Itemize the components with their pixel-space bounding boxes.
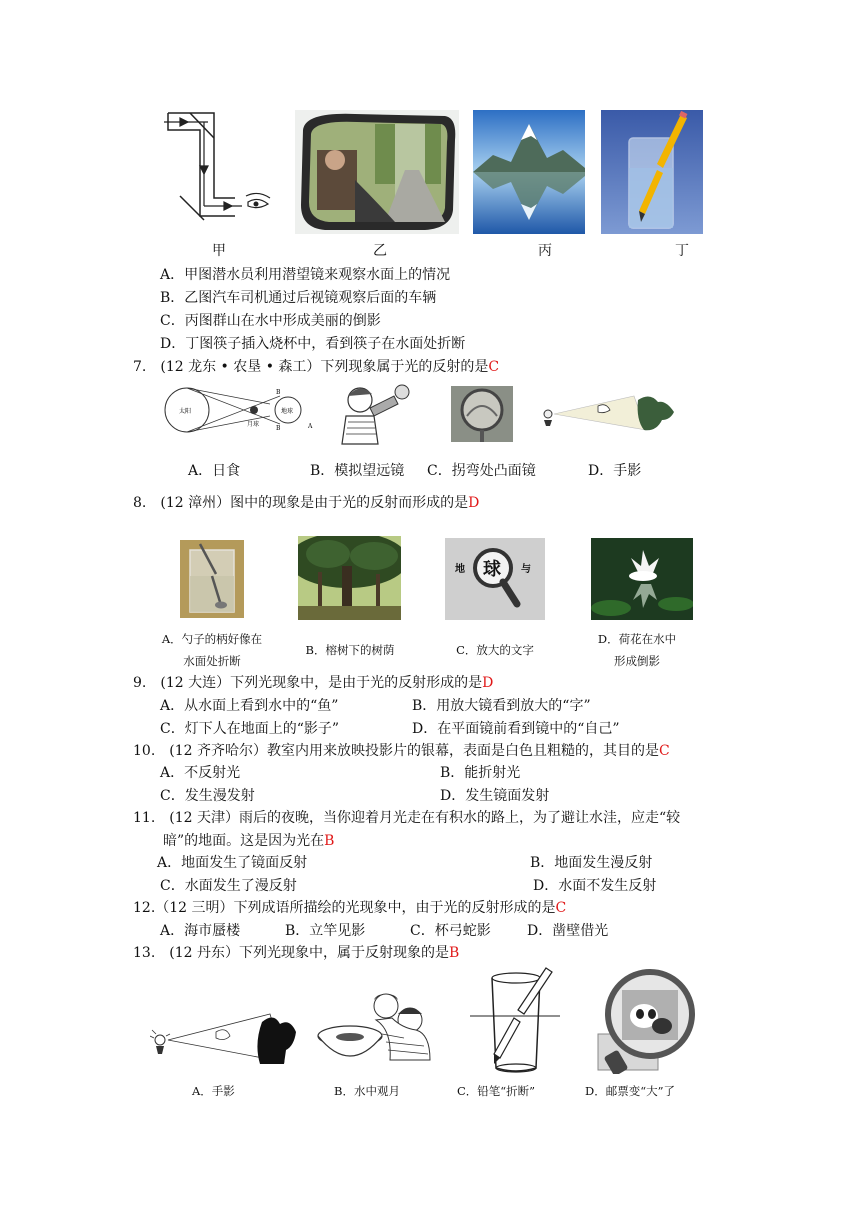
- q12-option-c: C．杯弓蛇影: [410, 923, 491, 939]
- q7-stem: [133, 358, 499, 376]
- q8-option-a-line2: 水面处折断: [183, 654, 241, 668]
- periscope-diagram: [160, 108, 275, 230]
- q11-stem-line2-text: 暗”的地面。这是因为光在: [163, 833, 325, 849]
- q11-stem-line2: [163, 832, 334, 850]
- q9-option-b: B．用放大镜看到放大的“字”: [412, 698, 591, 714]
- q9-stem: [133, 674, 493, 692]
- q8-option-d-line2: 形成倒影: [614, 654, 660, 668]
- q10-option-a: A．不反射光: [160, 765, 241, 781]
- q7-option-a: A．日食: [188, 463, 241, 479]
- q10-stem: [133, 742, 670, 760]
- q13-stem-text: 13. (12 丹东）下列光现象中，属于反射现象的是: [133, 945, 449, 961]
- q6-option-d: D．丁图筷子插入烧杯中，看到筷子在水面处折断: [160, 336, 466, 352]
- q13-answer: B: [449, 945, 460, 961]
- q8-option-b: [290, 639, 410, 661]
- q13-option-c: C．铅笔“折断”: [457, 1084, 536, 1098]
- b-label-top: B: [276, 389, 281, 396]
- q10-option-b: B．能折射光: [440, 765, 521, 781]
- magnified-stamp-photo: [578, 968, 712, 1074]
- q6-caption-bing: 丙: [538, 243, 552, 259]
- hand-shadow-drawing-2: [150, 1010, 306, 1066]
- q8-option-a-line1: A．勺子的柄好像在: [161, 632, 263, 646]
- q13-stem: [133, 944, 459, 962]
- q6-caption-jia: 甲: [212, 243, 226, 259]
- q8-option-d-line1: D．荷花在水中: [597, 632, 677, 646]
- q13-option-b: B．水中观月: [334, 1084, 400, 1098]
- q8-stem-text: 8. (12 漳州）图中的现象是由于光的反射而形成的是: [133, 495, 469, 511]
- q11-option-c: C．水面发生了漫反射: [160, 878, 297, 894]
- magnifier-word-right: 与: [521, 564, 531, 575]
- q9-option-a: A．从水面上看到水中的“鱼”: [160, 698, 339, 714]
- q7-option-d: D．手影: [588, 463, 642, 479]
- q8-option-d: [582, 628, 692, 672]
- q8-option-c-line1: C．放大的文字: [456, 643, 534, 657]
- pencil-in-glass-photo: [601, 110, 703, 234]
- q8-option-b-line1: B．榕树下的树荫: [305, 643, 395, 657]
- moon-in-water-drawing: [312, 990, 438, 1072]
- q6-caption-yi: 乙: [373, 243, 387, 259]
- magnifier-word-left: 地: [455, 564, 465, 575]
- q8-option-a: [150, 628, 274, 672]
- q6-option-b: B．乙图汽车司机通过后视镜观察后面的车辆: [160, 290, 437, 306]
- q10-answer: C: [659, 743, 670, 759]
- mountain-reflection-photo: [473, 110, 585, 234]
- q12-option-d: D．凿壁借光: [527, 923, 609, 939]
- q8-option-c: [435, 639, 555, 661]
- banyan-tree-photo: [298, 536, 401, 620]
- spoon-in-glass-photo: [180, 540, 244, 618]
- q7-stem-text: 7. (12 龙东 • 农垦 • 森工）下列现象属于光的反射的是: [133, 359, 489, 375]
- q8-answer: D: [468, 495, 480, 511]
- q8-stem: [133, 494, 479, 512]
- q7-answer: C: [488, 359, 500, 375]
- pencil-in-glass-drawing: [470, 964, 560, 1076]
- q11-option-b: B．地面发生漫反射: [530, 855, 653, 871]
- q9-option-d: D．在平面镜前看到镜中的“自己”: [412, 721, 620, 737]
- a-label: A: [308, 423, 313, 430]
- q7-option-b: B．模拟望远镜: [310, 463, 405, 479]
- q7-option-c: C．拐弯处凸面镜: [427, 463, 536, 479]
- hand-shadow-drawing: [538, 390, 680, 438]
- q13-option-d: D．邮票变“大”了: [585, 1084, 675, 1098]
- q11-option-d: D．水面不发生反射: [533, 878, 657, 894]
- q12-option-a: A．海市蜃楼: [160, 923, 241, 939]
- q9-answer: D: [482, 675, 494, 691]
- moon-label: 月球: [247, 421, 260, 428]
- q12-answer: C: [555, 900, 567, 916]
- q12-option-b: B．立竿见影: [285, 923, 366, 939]
- q11-stem-line1: 11. (12 天津）雨后的夜晚，当你迎着月光走在有积水的路上，为了避让水洼，应走“较: [133, 810, 681, 826]
- telescope-boy-drawing: [330, 378, 414, 448]
- rearview-mirror-photo: [295, 110, 459, 234]
- q10-option-c: C．发生漫发射: [160, 788, 255, 804]
- q12-stem-text: 12.（12 三明）下列成语所描绘的光现象中，由于光的反射形成的是: [133, 900, 556, 916]
- q6-option-c: C．丙图群山在水中形成美丽的倒影: [160, 313, 381, 329]
- q11-option-a: A．地面发生了镜面反射: [157, 855, 308, 871]
- magnifier-text-image: [445, 538, 545, 620]
- q6-caption-ding: 丁: [675, 243, 689, 259]
- q10-stem-text: 10. (12 齐齐哈尔）教室内用来放映投影片的银幕，表面是白色且粗糙的，其目的是: [133, 743, 659, 759]
- magnifier-word-center: 球: [483, 559, 501, 580]
- q13-option-a: A．手影: [192, 1084, 235, 1098]
- b-label-bottom: B: [276, 425, 281, 432]
- earth-label: 地球: [281, 408, 294, 415]
- q9-stem-text: 9. (12 大连）下列光现象中，是由于光的反射形成的是: [133, 675, 483, 691]
- lotus-reflection-photo: [591, 538, 693, 620]
- q12-stem: [133, 899, 566, 917]
- q10-option-d: D．发生镜面发射: [440, 788, 550, 804]
- q11-answer: B: [324, 833, 335, 849]
- q9-option-c: C．灯下人在地面上的“影子”: [160, 721, 340, 737]
- solar-eclipse-diagram: [162, 384, 316, 436]
- sun-label: 太阳: [179, 408, 192, 415]
- q6-option-a: A．甲图潜水员利用潜望镜来观察水面上的情况: [160, 267, 451, 283]
- convex-mirror-photo: [451, 386, 513, 442]
